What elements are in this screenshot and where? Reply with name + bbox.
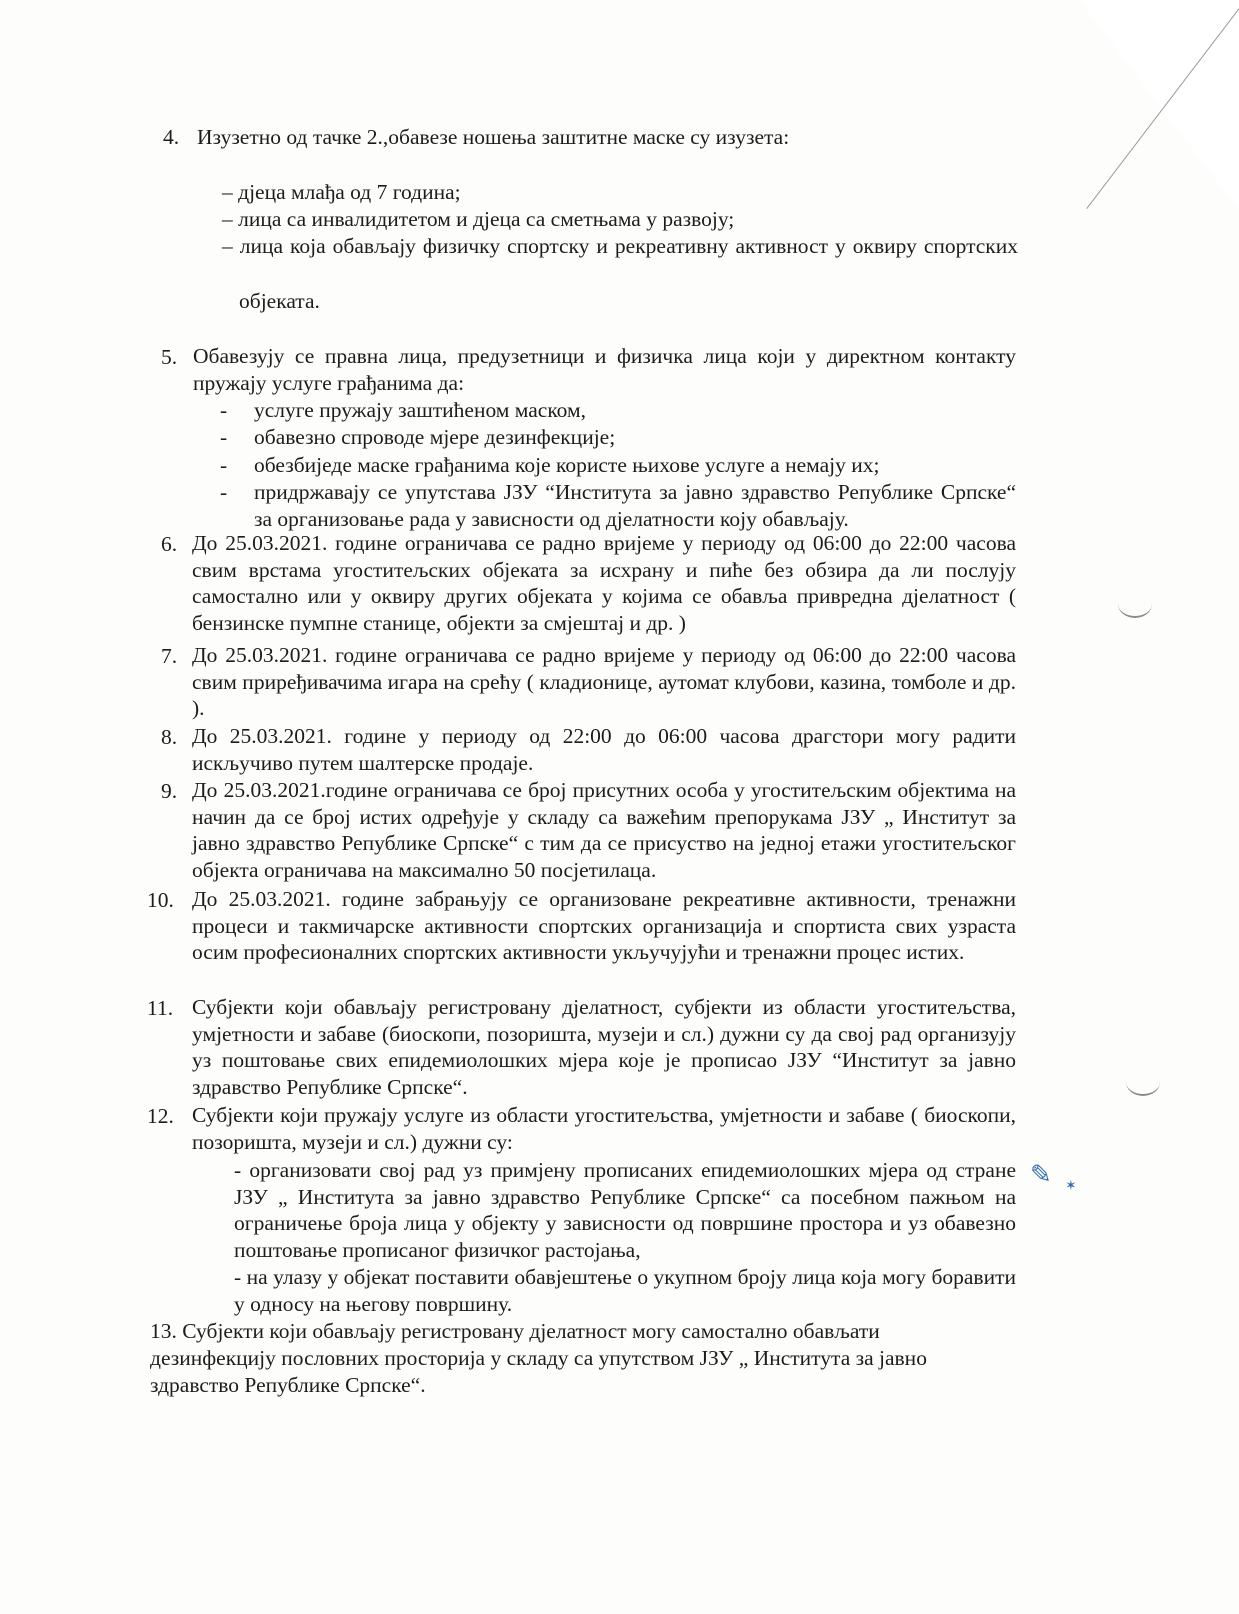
bullet-item: обезбиједе маске грађанима које користе њихове услуге а немају их;: [254, 453, 880, 477]
item-number: 7.: [161, 644, 178, 668]
bullet-dash: -: [220, 425, 228, 449]
item-text: Обавезују се правна лица, предузетници и физичка лица који у директном контакту пружају услуге грађанима да:: [193, 344, 1016, 395]
item-number: 6.: [161, 532, 178, 556]
item-number: 8.: [161, 725, 178, 749]
folded-corner: [1079, 0, 1239, 210]
bullet-item: придржавају се упутстава ЈЗУ “Института за јавно здравство Републике Српске“ за организовање рада у зависности од дјелатности коју обављају.: [254, 480, 1016, 531]
sub-item: – дјеца млађа од 7 година;: [222, 180, 461, 204]
item-13-line: дезинфекцију пословних просторија у складу са упутством ЈЗУ „ Института за јавно: [150, 1346, 927, 1370]
item-13-line: 13. Субјекти који обављају регистровану дјелатност могу самостално обављати: [150, 1319, 880, 1343]
item-text: До 25.03.2021.године ограничава се број присутних особа у угоститељским објектима на начин да се број истих одређује у складу са важећим препорукама ЈЗУ „ Институт за јавно здравство Републике Српске“ с тим да се присуство на једној етажи угоститељског објекта ограничава на максимално 50 посјетилаца.: [192, 778, 1016, 882]
sub-item: - организовати свој рад уз примјену прописаних епидемиолошких мјера од стране ЈЗУ „ Института за јавно здравство Републике Српске“ са посебном пажњом на ограничење броја лица у објекту у зависности од површине простора и уз обавезно поштовање прописаног физичког растојања,: [234, 1158, 1016, 1262]
item-text: Субјекти који обављају регистровану дјелатност, субјекти из области угоститељства, умјетности и забаве (биоскопи, позоришта, музеји и сл.) дужни су да свој рад организују уз поштовање свих епидемиолошких мјера које је прописао ЈЗУ “Институт за јавно здравство Републике Српске“.: [192, 995, 1016, 1099]
item-number: 10.: [147, 888, 174, 912]
bullet-dash: -: [220, 398, 228, 422]
sub-item: – лица која обављају физичку спортску и рекреативну активност у оквиру спортских: [222, 234, 1018, 258]
item-text: До 25.03.2021. године у периоду од 22:00 до 06:00 часова драгстори могу радити искључиво путем шалтерске продаје.: [192, 724, 1016, 775]
item-number: 9.: [161, 779, 178, 803]
item-text: Изузетно од тачке 2.,обавезе ношења заштитне маске су изузета:: [197, 125, 790, 149]
bullet-dash: -: [220, 480, 228, 504]
sub-item: објеката.: [239, 289, 320, 313]
item-number: 12.: [147, 1104, 174, 1128]
bullet-item: услуге пружају заштићеном маском,: [254, 398, 586, 422]
bullet-item: обавезно спроводе мјере дезинфекције;: [254, 425, 616, 449]
ink-mark: ✶: [1065, 1179, 1077, 1194]
ink-mark: ✎: [1030, 1160, 1052, 1189]
punch-hole-mark: [1118, 590, 1152, 618]
item-13-line: здравство Републике Српске“.: [150, 1373, 426, 1397]
sub-item: - на улазу у објекат поставити обавјештење о укупном броју лица која могу боравити у односу на његову површину.: [234, 1265, 1016, 1316]
item-text: До 25.03.2021. године ограничава се радно вријеме у периоду од 06:00 до 22:00 часова свим врстама угоститељских објеката за исхрану и пиће без обзира да ли послују самостално или у оквиру других објеката у којима се обавља привредна дјелатност ( бензинске пумпне станице, објекти за смјештај и др. ): [192, 531, 1016, 635]
punch-hole-mark: [1126, 1068, 1160, 1096]
item-number: 4.: [163, 125, 180, 149]
bullet-dash: -: [220, 453, 228, 477]
item-text: До 25.03.2021. године ограничава се радно вријеме у периоду од 06:00 до 22:00 часова свим приређивачима игара на срећу ( кладионице, аутомат клубови, казина, томболе и др. ).: [192, 643, 1016, 720]
sub-item: – лица са инвалидитетом и дјеца са сметњама у развоју;: [222, 207, 735, 231]
item-number: 11.: [147, 996, 174, 1020]
item-text: Субјекти који пружају услуге из области угоститељства, умјетности и забаве ( биоскопи, позоришта, музеји и сл.) дужни су:: [192, 1103, 1016, 1154]
item-number: 5.: [161, 345, 178, 369]
item-text: До 25.03.2021. године забрањују се организоване рекреативне активности, тренажни процеси и такмичарске активности спортских организација и спортиста свих узраста осим професионалних спортских активности укључујући и тренажни процес истих.: [192, 887, 1016, 964]
